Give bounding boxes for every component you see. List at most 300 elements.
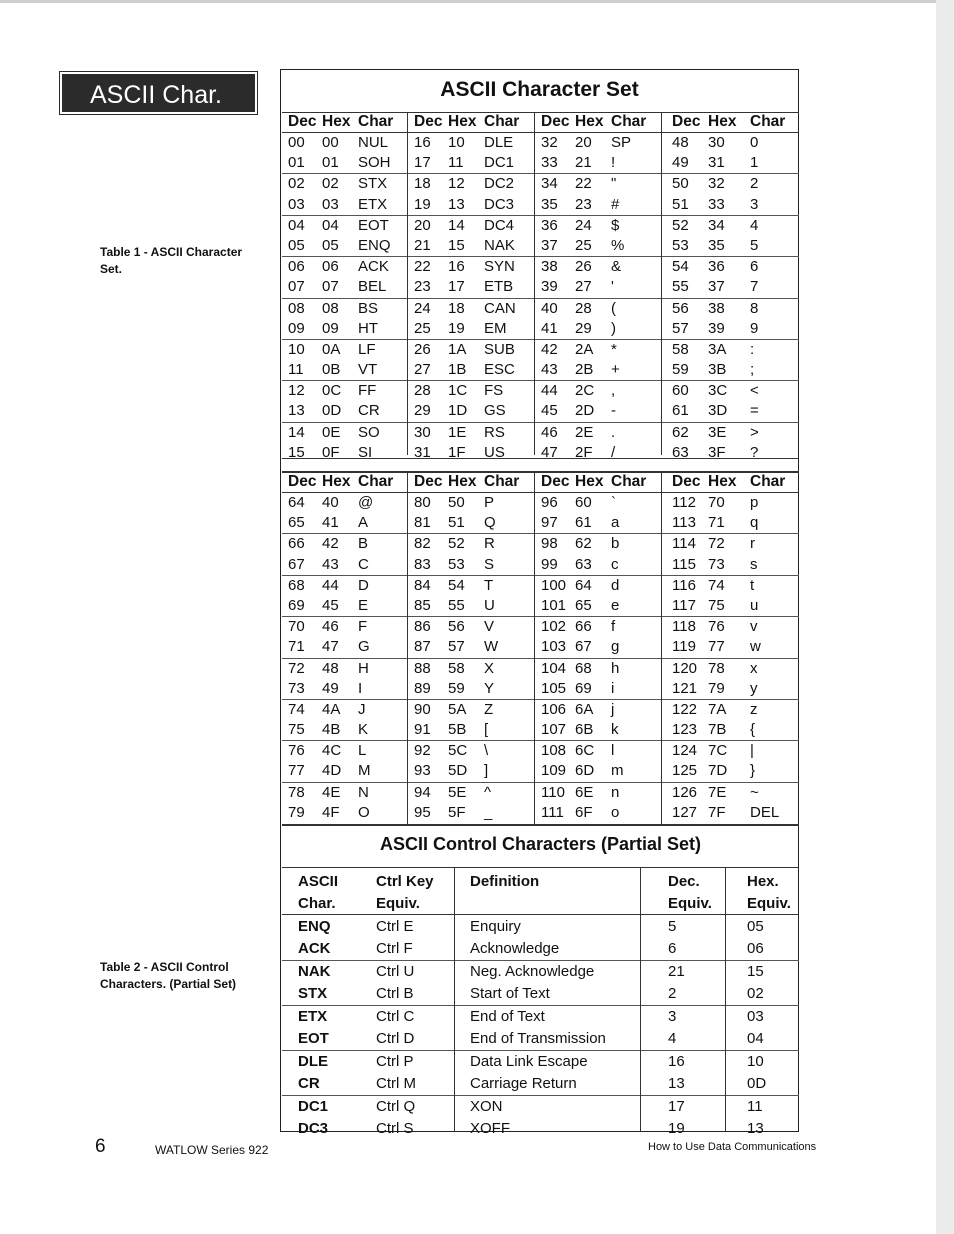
header-hex: Hex [448,473,477,490]
ascii-dec: 121 [672,679,698,697]
ascii-row [535,423,661,443]
control-dec: 6 [668,940,677,957]
ascii-char: E [358,596,369,614]
header-char: Char [358,113,394,130]
ascii-row [662,257,799,277]
ascii-hex: 02 [322,175,339,193]
ascii-dec: 76 [288,742,305,760]
ascii-dec: 81 [414,514,431,532]
ascii-hex: 2F [575,443,593,461]
ascii-char: ) [611,319,616,337]
ascii-char: % [611,236,625,254]
ascii-char: f [611,618,616,636]
ascii-hex: 09 [322,319,339,337]
column-header [662,473,799,493]
ascii-row [408,513,534,534]
ascii-char: $ [611,216,620,234]
ascii-char: DC3 [484,195,515,213]
page-top-edge [0,0,936,3]
ascii-char: N [358,783,369,801]
ascii-dec: 29 [414,402,431,420]
ascii-char: ~ [750,783,759,801]
ascii-row [662,761,799,782]
ascii-char: b [611,535,620,553]
ascii-char: ^ [484,783,492,801]
ascii-dec: 43 [541,361,558,379]
ascii-char: J [358,700,366,718]
ascii-row [535,299,661,319]
ascii-row [662,401,799,422]
control-row [282,1118,799,1140]
ascii-row [662,596,799,617]
control-definition: Enquiry [470,918,521,935]
ascii-dec: 56 [672,299,689,317]
ascii-row [282,401,407,422]
ascii-row [535,493,661,513]
ascii-char: ? [750,443,759,461]
ascii-char: 9 [750,319,759,337]
ascii-row [535,803,661,823]
ascii-hex: 7B [708,721,727,739]
ascii-hex: 0E [322,423,341,441]
control-ascii: STX [298,985,328,1002]
ascii-dec: 00 [288,134,305,151]
ascii-dec: 89 [414,679,431,697]
ascii-hex: 52 [448,535,465,553]
ascii-hex: 36 [708,258,725,276]
ascii-dec: 20 [414,216,431,234]
control-hex: 10 [747,1053,764,1070]
ascii-char: US [484,443,505,461]
column-header [282,473,407,493]
ascii-char: F [358,618,368,636]
ascii-dec: 04 [288,216,305,234]
ascii-char: W [484,638,499,656]
ascii-dec: 102 [541,618,567,636]
control-ctrl-key: Ctrl D [376,1030,415,1047]
ascii-row [282,257,407,277]
ascii-hex: 55 [448,596,465,614]
column-header [535,113,661,133]
ascii-row [282,659,407,679]
ascii-row [408,319,534,340]
ascii-row [408,720,534,741]
ascii-dec: 09 [288,319,305,337]
ascii-dec: 124 [672,742,698,760]
ascii-hex: 05 [322,236,339,254]
ascii-hex: 43 [322,555,339,573]
ascii-dec: 79 [288,803,305,821]
ascii-char: r [750,535,755,553]
ascii-char: DC1 [484,154,515,172]
header-dec: Dec [541,113,570,130]
control-hex: 15 [747,963,764,980]
ascii-dec: 65 [288,514,305,532]
header-hex: Hex [708,473,737,490]
ascii-dec: 58 [672,340,689,358]
ascii-dec: 85 [414,596,431,614]
ascii-dec: 115 [672,555,696,573]
ascii-dec: 108 [541,742,567,760]
ascii-char: < [750,382,759,400]
ascii-dec: 07 [288,278,305,296]
ascii-row [662,299,799,319]
ascii-row [662,360,799,381]
ascii-hex: 2E [575,423,594,441]
ascii-dec: 74 [288,700,305,718]
control-ascii: NAK [298,963,331,980]
ascii-dec: 95 [414,803,431,821]
ascii-char: 0 [750,134,759,151]
ascii-hex: 33 [708,195,725,213]
ascii-dec: 118 [672,618,696,636]
ascii-dec: 88 [414,659,431,677]
ascii-hex: 2A [575,340,594,358]
ascii-row [282,555,407,576]
ascii-dec: 18 [414,175,431,193]
control-dec: 13 [668,1075,685,1092]
ascii-row [535,133,661,153]
ascii-hex: 26 [575,258,592,276]
ascii-hex: 35 [708,236,725,254]
ascii-block-64-127 [282,472,799,825]
ascii-row [535,401,661,422]
ascii-row [535,741,661,761]
ascii-hex: 30 [708,134,725,151]
ascii-dec: 21 [414,236,431,254]
ascii-char: q [750,514,759,532]
ascii-char: / [611,443,616,461]
ascii-row [282,381,407,401]
ascii-hex: 15 [448,236,465,254]
control-column-divider [454,868,455,1132]
ascii-row [662,803,799,823]
ascii-char: STX [358,175,388,193]
ascii-row [535,257,661,277]
control-dec: 21 [668,963,685,980]
ascii-char: 7 [750,278,759,296]
ascii-dec: 77 [288,762,305,780]
footer-section: How to Use Data Communications [648,1141,817,1153]
ascii-char: 1 [750,154,759,172]
ascii-row [662,576,799,596]
ascii-dec: 120 [672,659,698,677]
ascii-row [535,534,661,554]
ascii-dec: 127 [672,803,698,821]
ascii-row [535,596,661,617]
control-row [282,938,799,961]
ascii-dec: 114 [672,535,696,553]
control-ascii: ETX [298,1008,328,1025]
ascii-hex: 65 [575,596,592,614]
ascii-char: " [611,175,617,193]
ascii-dec: 93 [414,762,431,780]
ascii-row [408,277,534,298]
ascii-hex: 06 [322,258,339,276]
ascii-dec: 112 [672,494,696,511]
ascii-column [662,473,799,825]
ascii-char: ESC [484,361,515,379]
ascii-char: z [750,700,758,718]
header-hex: Hex [575,113,604,130]
ascii-hex: 0F [322,443,340,461]
ascii-dec: 40 [541,299,558,317]
block-separator [282,458,799,472]
ascii-hex: 6F [575,803,593,821]
header-dec: Dec [414,473,443,490]
ascii-char: L [358,742,367,760]
ascii-dec: 14 [288,423,305,441]
ascii-hex: 1A [448,340,467,358]
ascii-char: | [750,742,754,760]
ascii-row [662,679,799,700]
ascii-char: [ [484,721,489,739]
ascii-row [282,216,407,236]
ascii-char: S [484,555,495,573]
control-ascii: DLE [298,1053,328,1070]
ascii-hex: 39 [708,319,725,337]
ascii-dec: 123 [672,721,698,739]
ascii-row [662,174,799,194]
ascii-char: ` [611,494,616,511]
ascii-row [535,576,661,596]
ascii-char: K [358,721,369,739]
ascii-row [535,513,661,534]
ascii-row [535,555,661,576]
ascii-row [282,679,407,700]
control-header-cell: Equiv. [668,895,712,912]
ascii-char: d [611,576,620,594]
ascii-char: CR [358,402,380,420]
ascii-hex: 60 [575,494,592,511]
footer-product: WATLOW Series 922 [155,1143,269,1157]
ascii-char: Q [484,514,496,532]
ascii-row [408,216,534,236]
ascii-dec: 97 [541,514,558,532]
ascii-dec: 90 [414,700,431,718]
ascii-row [408,679,534,700]
ascii-column [662,113,799,461]
ascii-hex: 25 [575,236,592,254]
column-header [535,473,661,493]
ascii-hex: 5A [448,700,467,718]
header-hex: Hex [708,113,737,130]
ascii-char: 8 [750,299,759,317]
ascii-char: Y [484,679,495,697]
ascii-dec: 13 [288,402,305,420]
ascii-dec: 98 [541,535,558,553]
control-header-cell: Char. [298,895,336,912]
ascii-hex: 54 [448,576,465,594]
ascii-dec: 91 [414,721,431,739]
control-definition: Acknowledge [470,940,560,957]
ascii-dec: 106 [541,700,567,718]
ascii-dec: 80 [414,494,431,511]
ascii-hex: 56 [448,618,465,636]
ascii-char: NAK [484,236,515,254]
control-characters-table [282,868,799,1140]
ascii-char: a [611,514,620,532]
ascii-hex: 3E [708,423,727,441]
ascii-row [535,195,661,216]
ascii-row [662,637,799,658]
ascii-char: . [611,423,616,441]
ascii-row [662,783,799,803]
ascii-char: SYN [484,258,515,276]
ascii-hex: 72 [708,535,725,553]
ascii-hex: 34 [708,216,725,234]
ascii-char: e [611,596,620,614]
ascii-row [408,659,534,679]
control-header-cell: Ctrl Key [376,873,434,890]
ascii-char: : [750,340,755,358]
ascii-dec: 107 [541,721,567,739]
ascii-hex: 3F [708,443,726,461]
ascii-row [408,534,534,554]
ascii-row [282,319,407,340]
control-row [282,916,799,938]
ascii-column [282,473,408,825]
ascii-row [662,493,799,513]
ascii-row [662,720,799,741]
ascii-char: ETX [358,195,388,213]
control-ascii: EOT [298,1030,329,1047]
ascii-dec: 82 [414,535,431,553]
ascii-dec: 70 [288,618,305,636]
ascii-dec: 59 [672,361,689,379]
ascii-hex: 7F [708,803,726,821]
ascii-hex: 24 [575,216,592,234]
ascii-dec: 37 [541,236,558,254]
ascii-char: U [484,596,495,614]
header-dec: Dec [288,113,317,130]
ascii-hex: 23 [575,195,592,213]
ascii-dec: 119 [672,638,696,656]
ascii-hex: 48 [322,659,339,677]
ascii-dec: 101 [541,596,567,614]
ascii-hex: 76 [708,618,725,636]
ascii-char: c [611,555,619,573]
ascii-hex: 7D [708,762,728,780]
ascii-char: - [611,402,616,420]
ascii-hex: 27 [575,278,592,296]
ascii-hex: 59 [448,679,465,697]
control-row [282,1028,799,1051]
ascii-hex: 07 [322,278,339,296]
ascii-hex: 4F [322,803,340,821]
ascii-char: h [611,659,620,677]
ascii-row [662,216,799,236]
header-char: Char [611,473,647,490]
ascii-char: D [358,576,369,594]
ascii-char: # [611,195,620,213]
ascii-row [282,617,407,637]
ascii-row [662,741,799,761]
control-hex: 02 [747,985,764,1002]
ascii-row [408,637,534,658]
ascii-hex: 75 [708,596,725,614]
control-ctrl-key: Ctrl S [376,1120,414,1137]
ascii-char: , [611,382,616,400]
ascii-row [408,257,534,277]
ascii-dec: 113 [672,514,696,532]
ascii-hex: 7C [708,742,728,760]
ascii-row [662,236,799,257]
ascii-row [662,153,799,174]
ascii-hex: 49 [322,679,339,697]
ascii-row [535,319,661,340]
header-char: Char [750,473,786,490]
control-hex: 11 [747,1098,763,1115]
header-hex: Hex [448,113,477,130]
ascii-hex: 47 [322,638,339,656]
control-column-divider [725,868,726,1132]
ascii-hex: 5F [448,803,466,821]
ascii-dec: 27 [414,361,431,379]
ascii-hex: 1D [448,402,468,420]
ascii-row [662,659,799,679]
ascii-char: = [750,402,759,420]
ascii-char: EM [484,319,507,337]
ascii-hex: 19 [448,319,465,337]
ascii-row [408,236,534,257]
ascii-dec: 125 [672,762,698,780]
header-char: Char [484,113,520,130]
ascii-hex: 4B [322,721,341,739]
ascii-row [408,153,534,174]
ascii-hex: 16 [448,258,465,276]
ascii-dec: 51 [672,195,689,213]
ascii-dec: 103 [541,638,567,656]
ascii-hex: 22 [575,175,592,193]
ascii-row [535,637,661,658]
ascii-hex: 31 [708,154,725,172]
ascii-dec: 116 [672,576,696,594]
ascii-char: H [358,659,369,677]
header-char: Char [750,113,786,130]
ascii-dec: 111 [541,803,564,821]
ascii-char: & [611,258,622,276]
ascii-dec: 83 [414,555,431,573]
control-ascii: CR [298,1075,320,1092]
ascii-hex: 08 [322,299,339,317]
ascii-row [662,555,799,576]
ascii-char: p [750,494,759,511]
ascii-row [282,534,407,554]
ascii-dec: 86 [414,618,431,636]
ascii-dec: 34 [541,175,558,193]
ascii-hex: 29 [575,319,592,337]
ascii-hex: 0C [322,382,342,400]
control-row [282,983,799,1006]
ascii-column [535,113,662,461]
ascii-dec: 69 [288,596,305,614]
control-dec: 16 [668,1053,685,1070]
ascii-row [535,340,661,360]
header-dec: Dec [672,473,701,490]
ascii-hex: 6C [575,742,595,760]
ascii-row [282,596,407,617]
control-column-divider [640,868,641,1132]
ascii-dec: 05 [288,236,305,254]
ascii-column [535,473,662,825]
ascii-row [408,576,534,596]
ascii-hex: 61 [575,514,592,532]
ascii-row [408,340,534,360]
ascii-hex: 1B [448,361,467,379]
control-dec: 4 [668,1030,677,1047]
ascii-dec: 03 [288,195,305,213]
